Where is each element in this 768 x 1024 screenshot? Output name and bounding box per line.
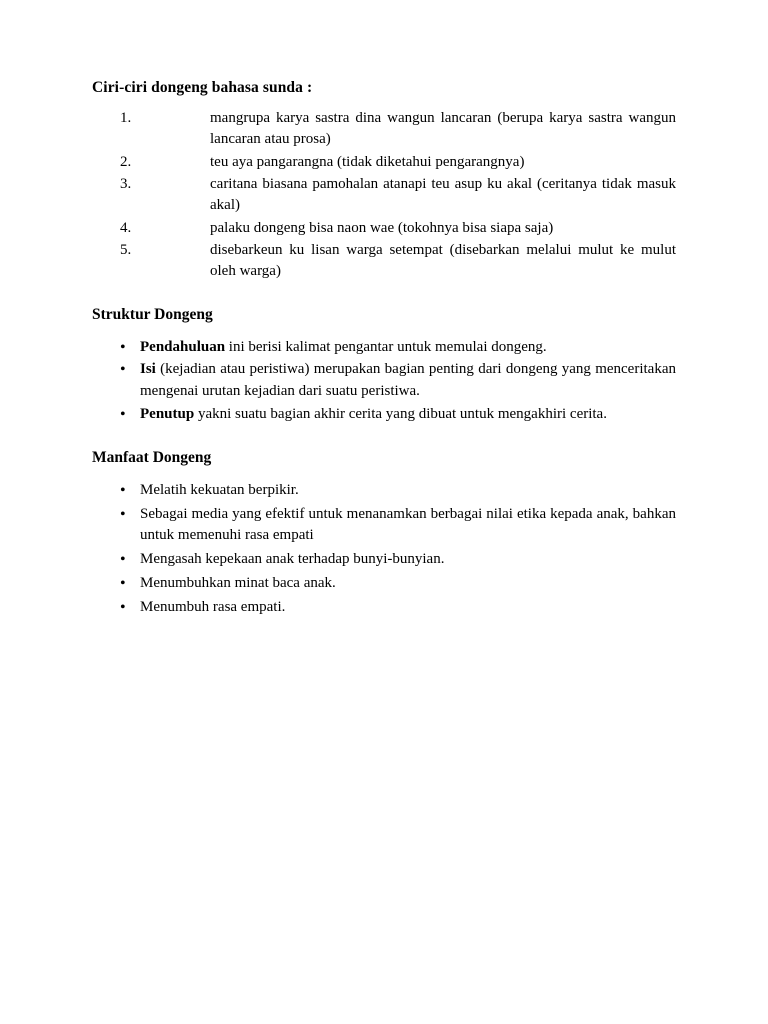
list-item bbox=[92, 174, 676, 217]
list-item-lead: Penutup bbox=[140, 405, 195, 422]
list-item-number: 1. bbox=[120, 110, 132, 127]
list-item: • Menumbuh rasa empati. bbox=[92, 597, 676, 619]
list-item-text: teu aya pangarangna (tidak diketahui pengarangnya) bbox=[210, 153, 525, 170]
list-item-lead: Pendahuluan bbox=[140, 338, 226, 355]
list-item-text: ini berisi kalimat pengantar untuk memulai dongeng. bbox=[225, 338, 547, 355]
list-item-number: 2. bbox=[120, 153, 132, 170]
list-item-text: (kejadian atau peristiwa) merupakan bagian penting dari dongeng yang menceritakan mengenai urutan kejadian dari suatu peristiwa. bbox=[140, 361, 676, 400]
list-item-text: disebarkeun ku lisan warga setempat (disebarkan melalui mulut ke mulut oleh warga) bbox=[210, 241, 676, 280]
list-item-text: yakni suatu bagian akhir cerita yang dibuat untuk mengakhiri cerita. bbox=[194, 405, 607, 422]
section-heading-manfaat: Manfaat Dongeng bbox=[92, 448, 212, 466]
list-item: • Melatih kekuatan berpikir. bbox=[92, 480, 676, 502]
list-item-number: 3. bbox=[120, 176, 132, 193]
list-item-text: caritana biasana pamohalan atanapi teu asup ku akal (ceritanya tidak masuk akal) bbox=[210, 176, 676, 214]
list-item: • Sebagai media yang efektif untuk menanamkan berbagai nilai etika kepada anak, bahkan untuk memenuhi rasa empati bbox=[92, 504, 676, 548]
list-item bbox=[92, 108, 676, 151]
section-heading-struktur: Struktur Dongeng bbox=[92, 305, 213, 323]
manfaat-dongeng-list bbox=[92, 480, 676, 619]
list-item bbox=[92, 337, 676, 359]
list-item bbox=[92, 218, 676, 239]
list-item-text: palaku dongeng bisa naon wae (tokohnya bisa siapa saja) bbox=[210, 219, 554, 236]
list-item bbox=[92, 359, 676, 403]
ciri-ciri-list bbox=[92, 108, 676, 282]
list-item-number: 4. bbox=[120, 219, 132, 236]
list-item-number: 5. bbox=[120, 241, 132, 258]
list-item: • Menumbuhkan minat baca anak. bbox=[92, 573, 676, 595]
list-item: • Mengasah kepekaan anak terhadap bunyi-bunyian. bbox=[92, 549, 676, 571]
struktur-dongeng-list bbox=[92, 337, 676, 426]
list-item bbox=[92, 240, 676, 283]
list-item-lead: Isi bbox=[140, 361, 156, 378]
page-title: Ciri-ciri dongeng bahasa sunda : bbox=[92, 79, 313, 96]
list-item-text: mangrupa karya sastra dina wangun lancaran (berupa karya sastra wangun lancaran atau prosa) bbox=[210, 110, 676, 148]
list-item bbox=[92, 152, 676, 173]
list-item bbox=[92, 404, 676, 426]
